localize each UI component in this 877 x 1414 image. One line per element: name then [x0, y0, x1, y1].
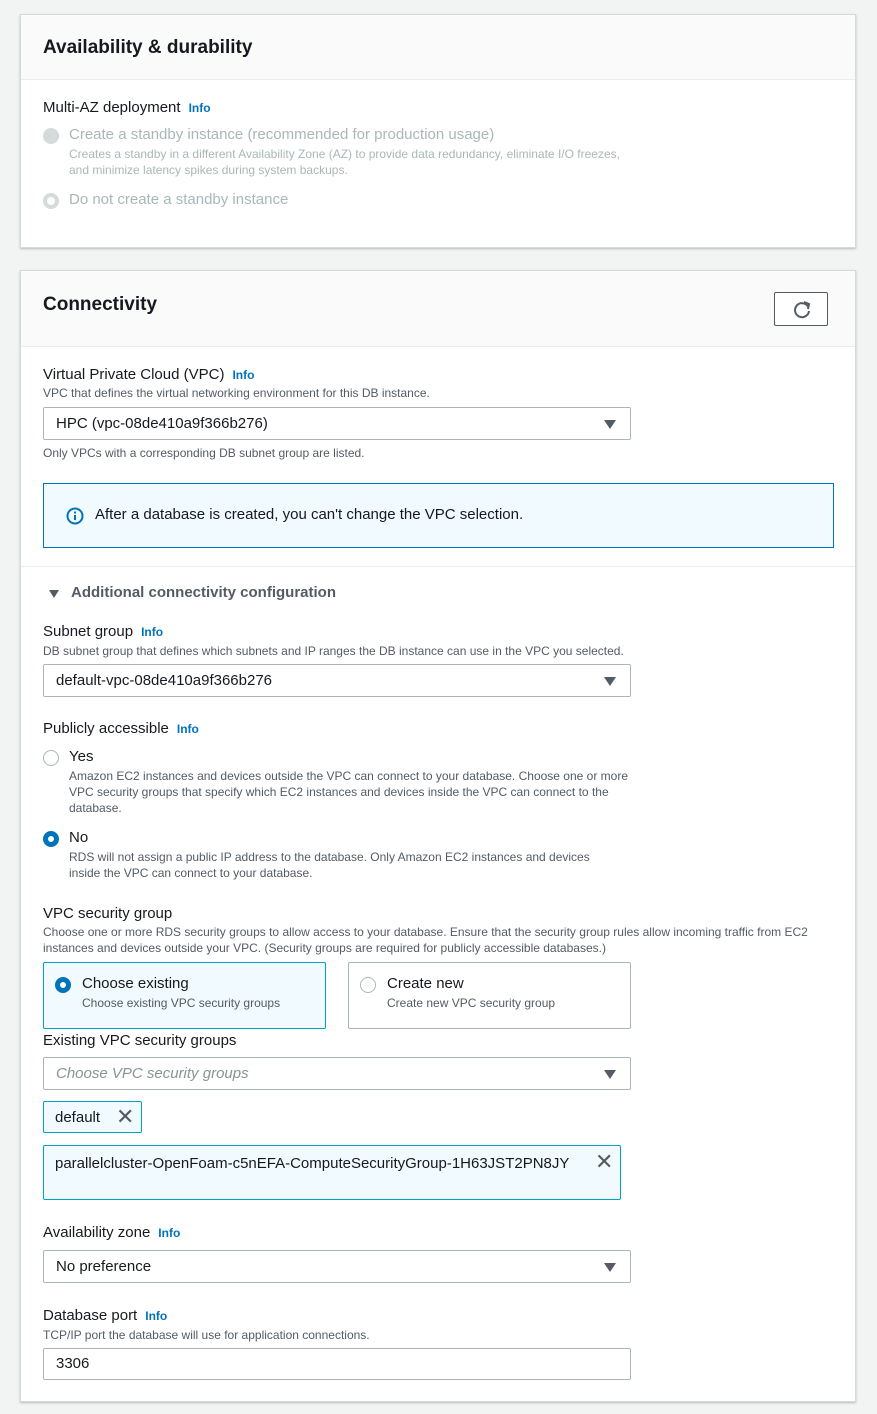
radio-public-no[interactable]	[43, 831, 59, 847]
connectivity-panel	[20, 270, 856, 1402]
sg-token-default-label: default	[55, 1109, 101, 1126]
no-standby-label: Do not create a standby instance	[69, 191, 289, 208]
vpc-info-link[interactable]: Info	[232, 368, 255, 382]
az-select[interactable]	[43, 1250, 631, 1283]
radio-no-standby[interactable]	[43, 193, 59, 209]
choose-existing-title: Choose existing	[82, 975, 189, 992]
multi-az-label: Multi-AZ deployment Info	[43, 99, 211, 116]
az-value: No preference	[56, 1258, 152, 1275]
multi-az-info-link[interactable]: Info	[188, 101, 211, 115]
additional-config-title: Additional connectivity configuration	[71, 584, 337, 601]
chevron-down-icon	[604, 1263, 616, 1272]
refresh-button[interactable]	[774, 292, 828, 326]
port-info-link[interactable]: Info	[145, 1309, 168, 1323]
vpc-alert-text: After a database is created, you can't change the VPC selection.	[95, 506, 524, 523]
existing-sg-label: Existing VPC security groups	[43, 1032, 237, 1049]
refresh-icon	[775, 293, 829, 327]
public-yes-label: Yes	[69, 748, 94, 765]
close-icon[interactable]: ✕	[116, 1104, 135, 1129]
vpc-label: Virtual Private Cloud (VPC) Info	[43, 366, 255, 383]
az-info-link[interactable]: Info	[158, 1226, 181, 1240]
port-label: Database port Info	[43, 1307, 168, 1324]
sg-token-default	[43, 1101, 142, 1133]
public-yes-desc: Amazon EC2 instances and devices outside the VPC can connect to your database. Choose one or more VPC security groups that specify which EC2 instances and devices inside the VPC can connect to the database.	[69, 769, 628, 815]
radio-public-yes[interactable]	[43, 750, 59, 766]
sg-label: VPC security group	[43, 905, 173, 922]
create-new-desc: Create new VPC security group	[387, 996, 556, 1010]
create-new-title: Create new	[387, 975, 464, 992]
sg-token-parallelcluster	[43, 1145, 621, 1200]
create-standby-label: Create a standby instance (recommended for production usage)	[69, 126, 495, 143]
az-label: Availability zone Info	[43, 1224, 181, 1241]
public-no-desc: RDS will not assign a public IP address to the database. Only Amazon EC2 instances and devices inside the VPC can connect to your database.	[69, 850, 590, 880]
vpc-value: HPC (vpc-08de410a9f366b276)	[56, 415, 268, 432]
tile-choose-existing[interactable]	[43, 962, 326, 1029]
public-label: Publicly accessible Info	[43, 720, 199, 737]
close-icon[interactable]: ✕	[595, 1149, 614, 1174]
subnet-label: Subnet group Info	[43, 623, 164, 640]
public-info-link[interactable]: Info	[176, 722, 199, 736]
port-value: 3306	[56, 1355, 90, 1372]
chevron-down-icon	[604, 677, 616, 686]
availability-panel	[20, 14, 856, 248]
vpc-select[interactable]	[43, 407, 631, 440]
availability-title: Availability & durability	[43, 37, 253, 58]
port-input[interactable]	[43, 1348, 631, 1380]
choose-existing-desc: Choose existing VPC security groups	[82, 996, 281, 1010]
chevron-down-icon	[604, 1070, 616, 1079]
section-divider	[21, 566, 855, 567]
existing-sg-placeholder: Choose VPC security groups	[56, 1065, 249, 1082]
availability-header	[21, 15, 855, 80]
sg-token-parallelcluster-label: parallelcluster-OpenFoam-c5nEFA-ComputeSecurityGroup-1H63JST2PN8JY	[55, 1155, 570, 1172]
port-desc: TCP/IP port the database will use for application connections.	[43, 1328, 370, 1342]
info-circle-icon	[66, 507, 84, 525]
radio-choose-existing[interactable]	[55, 977, 71, 993]
create-standby-desc: Creates a standby in a different Availability Zone (AZ) to provide data redundancy, eliminate I/O freezes, and minimize latency spikes during system backups.	[69, 147, 620, 177]
vpc-hint: Only VPCs with a corresponding DB subnet group are listed.	[43, 446, 365, 460]
subnet-select[interactable]	[43, 664, 631, 697]
subnet-desc: DB subnet group that defines which subnets and IP ranges the DB instance can use in the VPC you selected.	[43, 644, 624, 658]
connectivity-title: Connectivity	[43, 294, 158, 315]
caret-down-icon	[49, 590, 59, 598]
existing-sg-select[interactable]	[43, 1057, 631, 1090]
subnet-value: default-vpc-08de410a9f366b276	[56, 672, 273, 689]
radio-create-new[interactable]	[360, 977, 376, 993]
subnet-info-link[interactable]: Info	[141, 625, 164, 639]
vpc-desc: VPC that defines the virtual networking environment for this DB instance.	[43, 386, 430, 400]
connectivity-header	[21, 271, 855, 347]
public-no-label: No	[69, 829, 89, 846]
chevron-down-icon	[604, 420, 616, 429]
vpc-info-alert	[43, 483, 834, 548]
tile-create-new[interactable]	[348, 962, 631, 1029]
sg-desc: Choose one or more RDS security groups to allow access to your database. Ensure that the security group rules allow incoming traffic from EC2 instances and devices outside your VPC. (Security groups are required for publicly accessible databases.)	[43, 925, 808, 955]
radio-create-standby[interactable]	[43, 128, 59, 144]
